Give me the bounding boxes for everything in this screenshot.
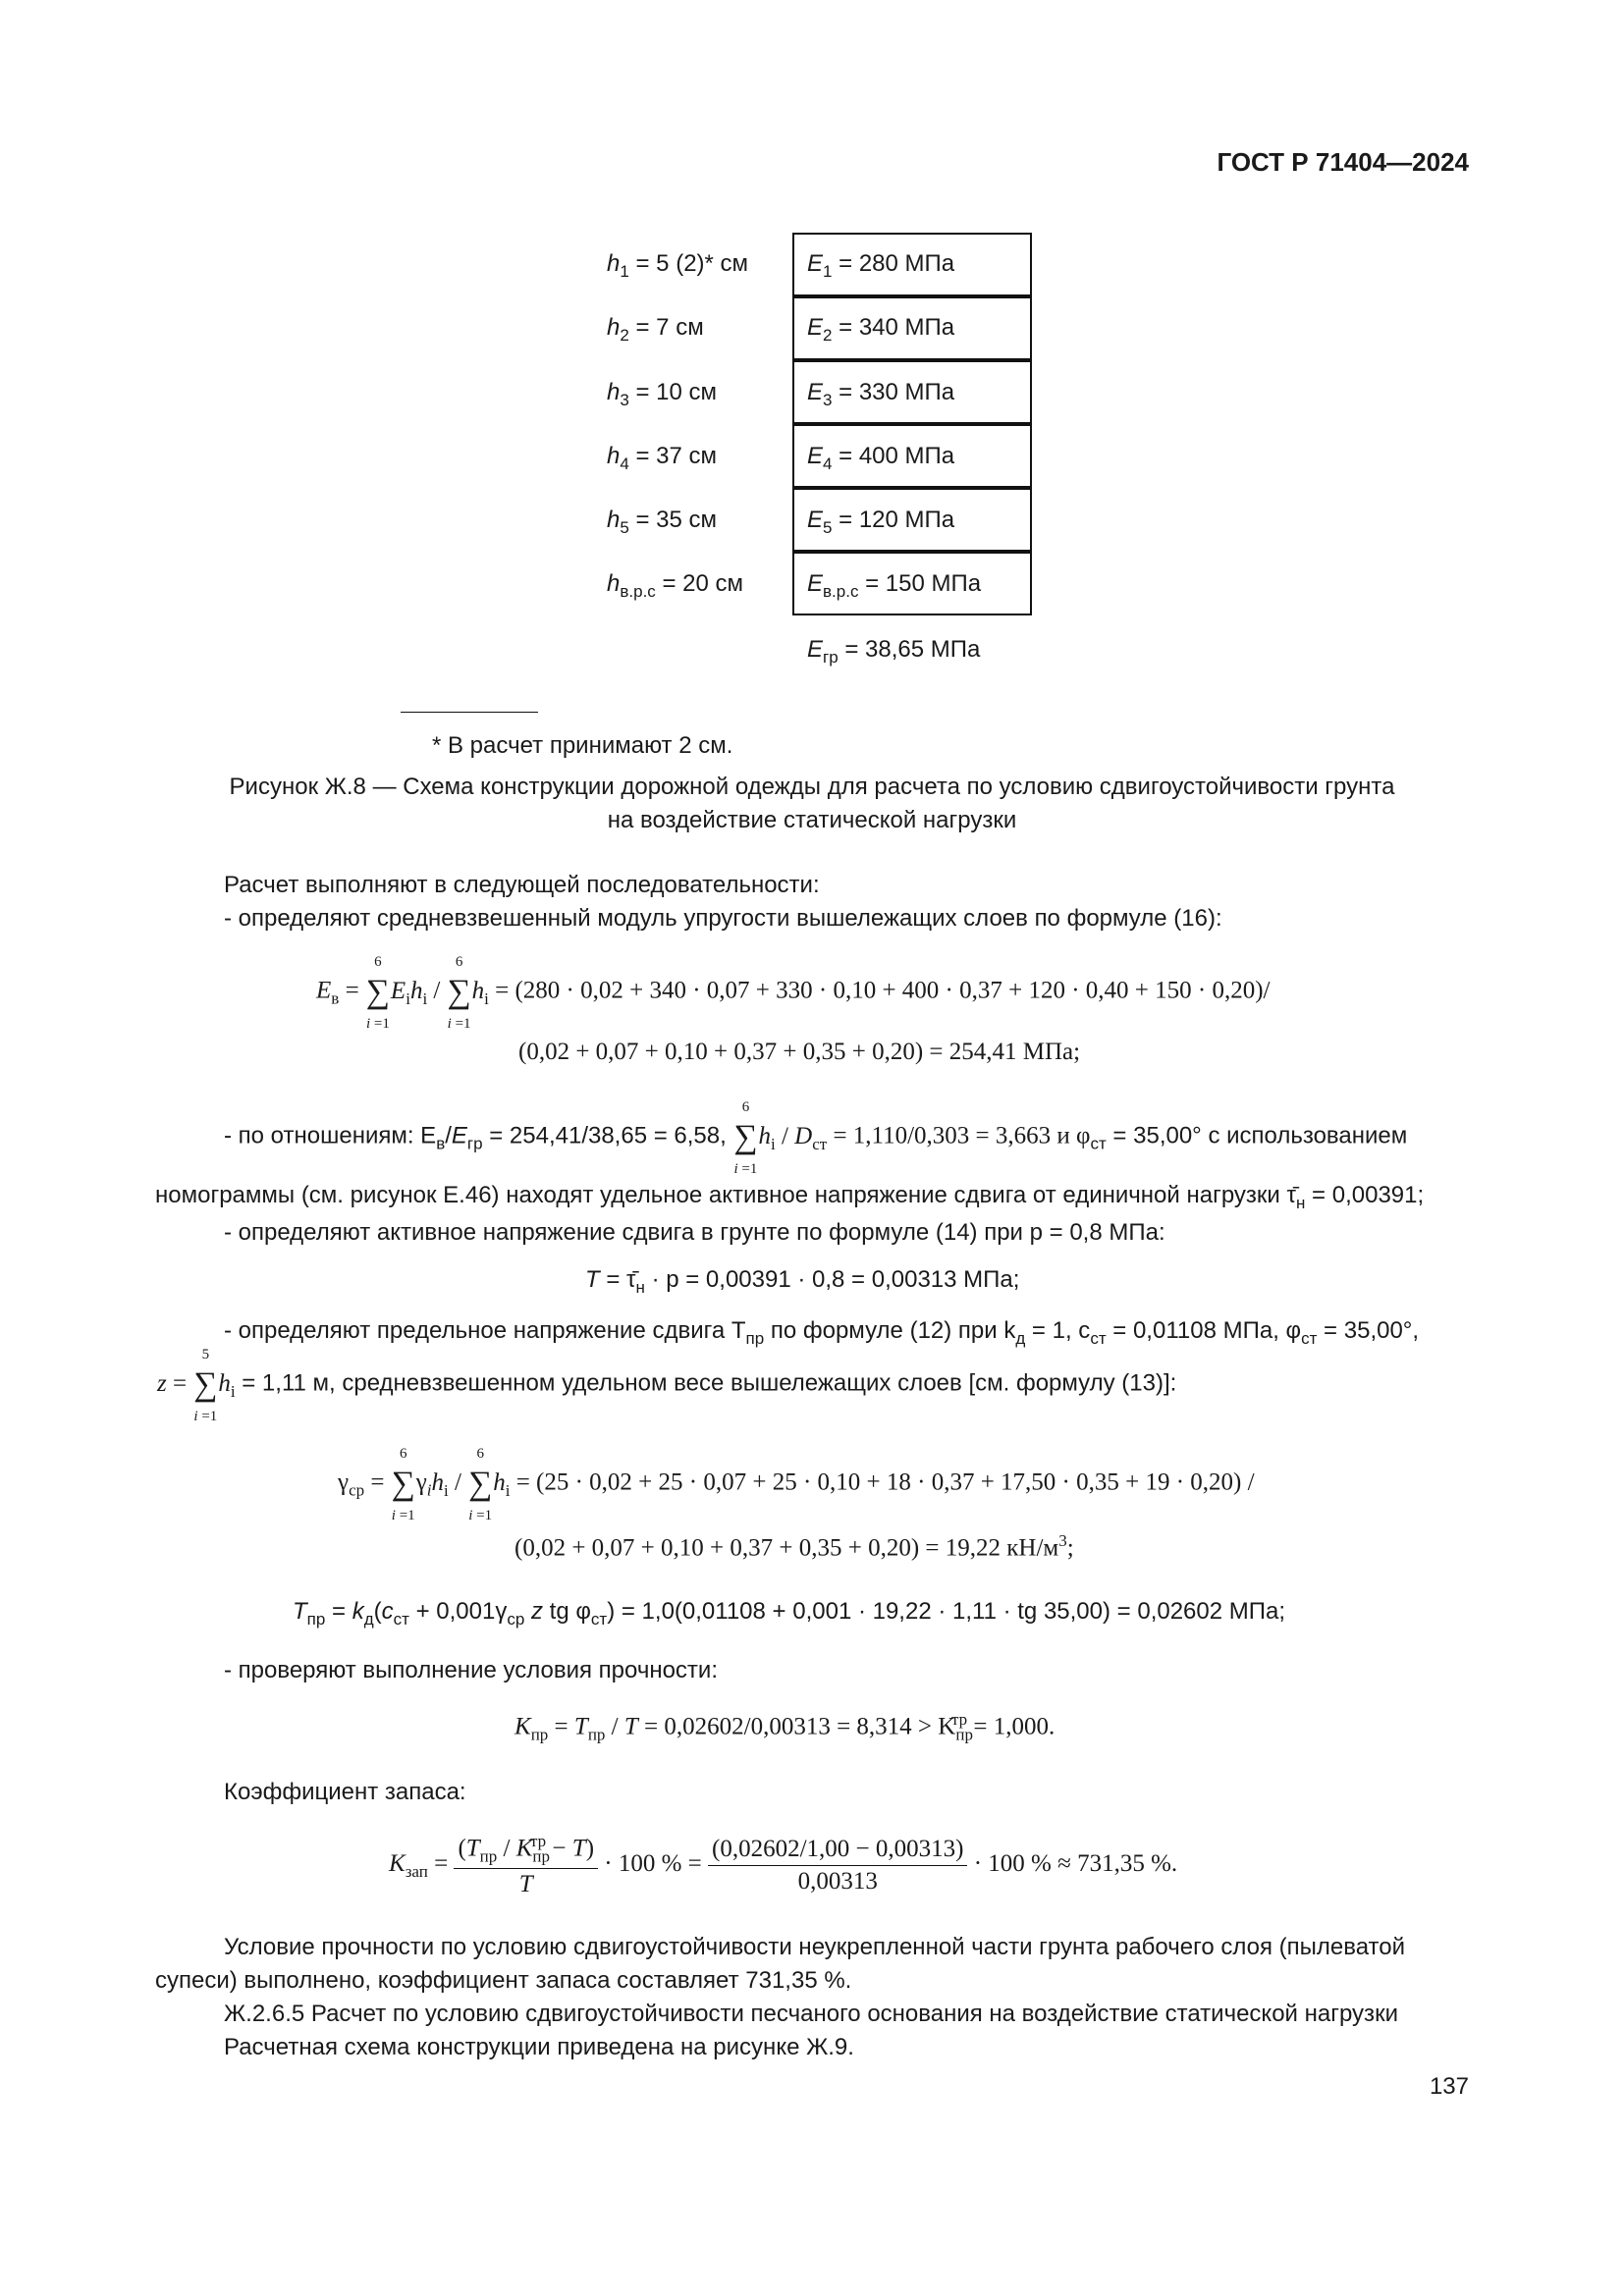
layer-modulus: $E_{в.р.с} = 150$ МПа [807, 570, 982, 601]
layer-modulus: $E_2 = 340$ МПа [807, 314, 955, 345]
layer-modulus: $E_1 = 280$ МПа [807, 250, 955, 281]
paragraph-depth: z = 5 ∑ i =1 $h_i = 1,11$ м, средневзвешенном удельном весе вышележащих слоев [см. формулу (13)]: [157, 1347, 1177, 1424]
layer-thickness: $h_2 = 7$ см [607, 314, 704, 345]
paragraph: Коэффициент запаса: [224, 1779, 466, 1805]
paragraph: - определяют средневзвешенный модуль упругости вышележащих слоев по формуле (16): [224, 905, 1222, 932]
equation-limit-stress: $T_{пр} = k_д(c_{ст} + 0,001\gamma_{ср}$ z tg $\varphi_{ст}) = 1,0(0,01108 + 0,001 \cdot 19,22 \cdot 1,11$ · tg 35,00) = 0,02602 МПа; [293, 1598, 1286, 1629]
equation-unit-weight-line2: (0,02 + 0,07 + 0,10 + 0,37 + 0,35 + 0,20) = 19,22 $кН/м^3$; [514, 1531, 1074, 1562]
equation-active-stress: $T = \taū_н \cdot p = 0,00391 \cdot 0,8 = 0,00313$ МПа; [585, 1266, 1020, 1297]
layer-modulus: $E_3 = 330$ МПа [807, 379, 955, 409]
paragraph: Условие прочности по условию сдвигоустойчивости неукрепленной части грунта рабочего слоя (пылеватой [224, 1934, 1405, 1960]
layer-thickness: $h_4 = 37$ см [607, 443, 718, 473]
document-header: ГОСТ Р 71404—2024 [1217, 147, 1469, 177]
equation-modulus: $E_в$ = 6 ∑ i =1 $E_ih_i$ / 6 ∑ i =1 $h_i = (280 \cdot 0,02 + 340 \cdot 0,07 + 330 \cdot 0,10 + 400 \cdot 0,37 + 120 \cdot 0,40 + 150 \cdot 0,20)/$ [316, 954, 1271, 1032]
layer-thickness: $h_1 = 5$ (2)* см [607, 250, 749, 281]
layer-thickness: $h_{в.р.с} = 20$ см [607, 570, 744, 601]
figure-caption-line2: на воздействие статической нагрузки [607, 807, 1017, 833]
paragraph: - определяют активное напряжение сдвига в грунте по формуле (14) при p = 0,8 МПа: [224, 1219, 1165, 1246]
paragraph: супеси) выполнено, коэффициент запаса составляет 731,35 %. [155, 1967, 852, 1994]
equation-unit-weight: $\gamma_{ср}$ = 6 ∑ i =1 $\gamma_ih_i$ / 6 ∑ i =1 $h_i = (25 \cdot 0,02 + 25 \cdot 0,07 + 25 \cdot 0,10 + 18 \cdot 0,37 + 17,50 \cdot 0,35 + 19 \cdot 0,20)$ / [338, 1446, 1255, 1523]
layer-thickness: $h_3 = 10$ см [607, 379, 718, 409]
paragraph-limit-stress: - определяют предельное напряжение сдвига $T_{пр}$ по формуле (12) при $k_д = 1$, $c_{ст} = 0,01108$ МПа, $\varphi_{ст} = 35,00^\circ$, [224, 1317, 1420, 1348]
figure-caption-line1: Рисунок Ж.8 — Схема конструкции дорожной одежды для расчета по условию сдвигоустойчивости грунта [229, 774, 1395, 800]
paragraph-ratios: - по отношениям: $E_в/E_{гр} = 254,41/38,65 = 6,58$, 6 ∑ i =1 $h_i / D_{ст} = 1,110/0,303 = 3,663$ и $\varphi_{ст} = 35,00^\circ$ с использованием [224, 1099, 1408, 1177]
layer-thickness: $h_5 = 35$ см [607, 507, 718, 537]
subgrade-modulus: $E_{гр} = 38,65$ МПа [807, 636, 981, 667]
section-heading: Ж.2.6.5 Расчет по условию сдвигоустойчивости песчаного основания на воздействие статической нагрузки [224, 2001, 1398, 2027]
footnote: * В расчет принимают 2 см. [432, 732, 733, 759]
equation-modulus-line2: (0,02 + 0,07 + 0,10 + 0,37 + 0,35 + 0,20) = 254,41 МПа; [518, 1039, 1081, 1065]
paragraph-nomogram: номограммы (см. рисунок Е.46) находят удельное активное напряжение сдвига от единичной нагрузки $\taū_н = 0,00391$; [155, 1182, 1425, 1212]
paragraph: Расчет выполняют в следующей последовательности: [224, 872, 820, 898]
layer-modulus: $E_5 = 120$ МПа [807, 507, 955, 537]
equation-strength: $K_{пр} = T_{пр} / T = 0,02602/0,00313 = 8,314 > K_{пр}^{тр} = 1,000$. [514, 1710, 1056, 1744]
layer-modulus: $E_4 = 400$ МПа [807, 443, 955, 473]
equation-safety-factor: $K_{зап}$ = $\frac{(T_{пр} / K_{пр}^{тр} - T)}{T}$ · 100 % = $\frac{(0,02602/1,00 - 0,00313)}{0,00313}$ · 100 % ≈ 731,35 %. [389, 1832, 1178, 1898]
page-number: 137 [1429, 2073, 1469, 2100]
footnote-rule [401, 712, 538, 713]
paragraph: Расчетная схема конструкции приведена на рисунке Ж.9. [224, 2034, 854, 2060]
paragraph: - проверяют выполнение условия прочности: [224, 1657, 718, 1683]
